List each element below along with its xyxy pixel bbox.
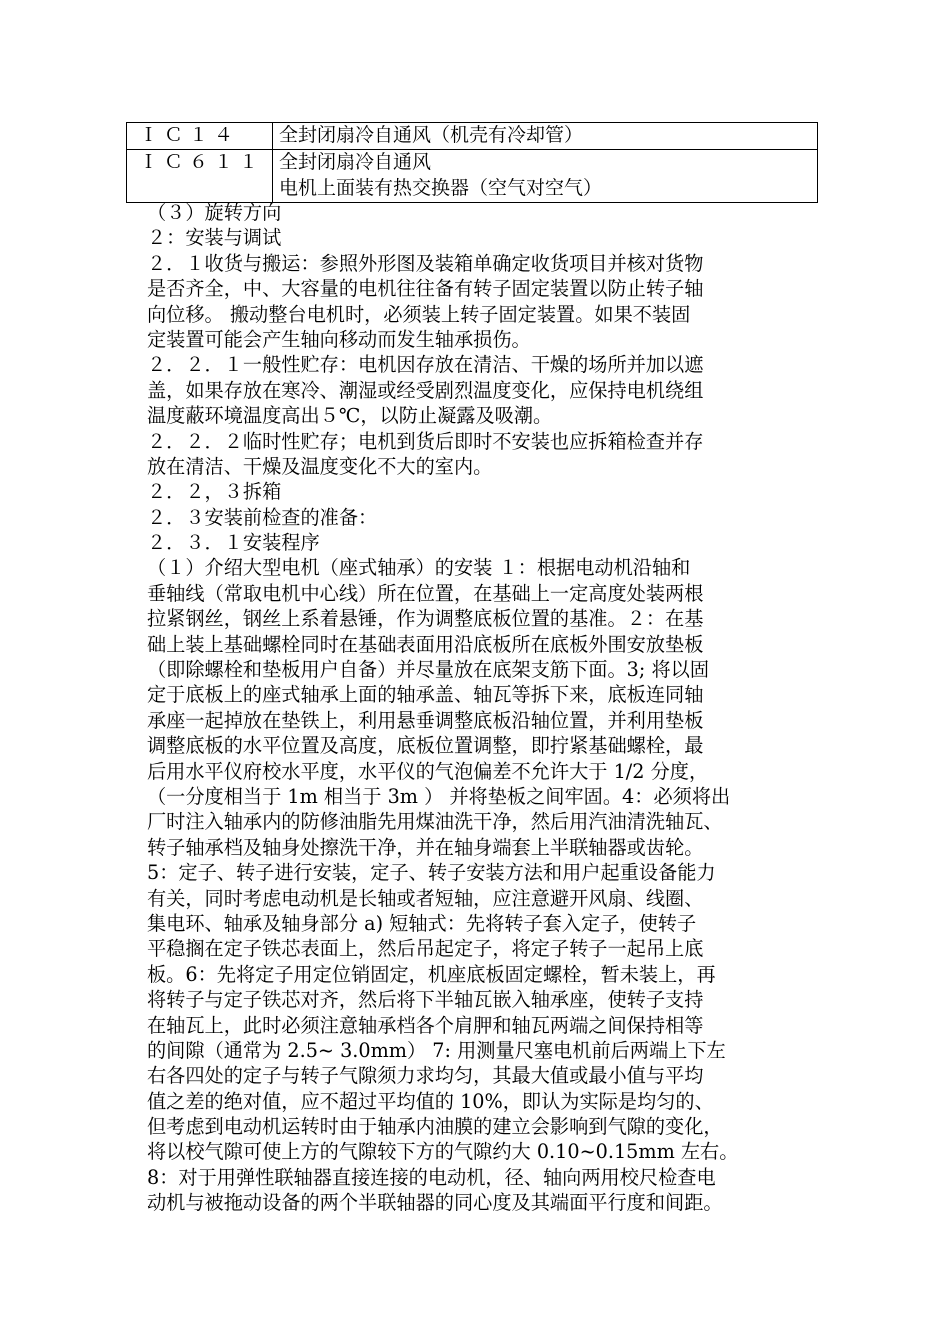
text-line: 将以校气隙可使上方的气隙较下方的气隙约大 0.10~0.15mm 左右。 bbox=[147, 1140, 739, 1164]
text-line: ２：安装与调试 bbox=[147, 226, 282, 250]
cooling-description-cell bbox=[273, 150, 818, 203]
table-row bbox=[127, 123, 818, 150]
text-line: 调整底板的水平位置及高度，底板位置调整，即拧紧基础螺栓，最 bbox=[147, 734, 704, 758]
description-line: 电机上面装有热交换器（空气对空气） bbox=[279, 176, 603, 199]
text-line: 在轴瓦上，此时必须注意轴承档各个肩胛和轴瓦两端之间保持相等 bbox=[147, 1013, 704, 1037]
text-line: 板。6：先将定子用定位销固定，机座底板固定螺栓，暂未装上，再 bbox=[147, 962, 716, 986]
text-line: （１）介绍大型电机（座式轴承）的安装 １：根据电动机沿轴和 bbox=[147, 556, 691, 580]
text-line: （３）旋转方向 bbox=[147, 201, 282, 224]
description-line: 全封闭扇冷自通风（机壳有冷却管） bbox=[279, 124, 584, 146]
text-line: 础上装上基础螺栓同时在基础表面用沿底板所在底板外围安放垫板 bbox=[147, 632, 704, 656]
text-line: 定于底板上的座式轴承上面的轴承盖、轴瓦等拆下来，底板连同轴 bbox=[147, 683, 704, 707]
text-line: 定装置可能会产生轴向移动而发生轴承损伤。 bbox=[147, 327, 531, 351]
text-line: 垂轴线（常取电机中心线）所在位置，在基础上一定高度处装两根 bbox=[147, 581, 704, 605]
text-line: 拉紧钢丝，钢丝上系着悬锤，作为调整底板位置的基准。２：在基 bbox=[147, 607, 704, 631]
text-line: 5：定子、转子进行安装，定子、转子安装方法和用户起重设备能力 bbox=[147, 861, 716, 885]
text-line: 右各四处的定子与转子气隙须力求均匀，其最大值或最小值与平均 bbox=[147, 1064, 704, 1088]
text-line: 厂时注入轴承内的防修油脂先用煤油洗干净，然后用汽油清洗轴瓦、 bbox=[147, 810, 723, 834]
text-line: ２．３．１安装程序 bbox=[147, 531, 320, 555]
text-line: 动机与被拖动设备的两个半联轴器的同心度及其端面平行度和间距。 bbox=[147, 1191, 723, 1215]
text-line: 放在清洁、干燥及温度变化不大的室内。 bbox=[147, 454, 493, 478]
text-line: 转子轴承档及轴身处擦洗干净，并在轴身端套上半联轴器或齿轮。 bbox=[147, 835, 704, 859]
description-line: 全封闭扇冷自通风 bbox=[279, 151, 432, 174]
text-line: 承座一起掉放在垫铁上，利用悬垂调整底板沿轴位置，并利用垫板 bbox=[147, 708, 704, 732]
text-line: 的间隙（通常为 2.5~ 3.0mm） 7: 用测量尺塞电机前后两端上下左 bbox=[147, 1038, 726, 1062]
text-line: ２．２．１一般性贮存：电机因存放在清洁、干燥的场所并加以遮 bbox=[147, 353, 704, 377]
text-line: 值之差的绝对值，应不超过平均值的 10%，即认为实际是均匀的、 bbox=[147, 1089, 714, 1113]
text-line: ２．３安装前检查的准备： bbox=[147, 505, 378, 529]
text-line: 8：对于用弹性联轴器直接连接的电动机，径、轴向两用校尺检查电 bbox=[147, 1165, 716, 1189]
text-line: （一分度相当于 1m 相当于 3m ） 并将垫板之间牢固。4：必须将出 bbox=[147, 784, 731, 808]
cooling-code-cell: ＩＣ６１１ bbox=[127, 150, 273, 203]
text-line: 温度蔽环境温度高出５℃，以防止凝露及吸潮。 bbox=[147, 404, 553, 428]
body-text bbox=[147, 200, 827, 1216]
text-line: 向位移。 搬动整台电机时，必须装上转子固定装置。如果不装固 bbox=[147, 302, 691, 326]
text-line: ２．２．２临时性贮存；电机到货后即时不安装也应拆箱检查并存 bbox=[147, 429, 704, 453]
cooling-method-table bbox=[126, 122, 818, 203]
text-line: 平稳搁在定子铁芯表面上，然后吊起定子，将定子转子一起吊上底 bbox=[147, 937, 704, 961]
cooling-description-cell bbox=[273, 123, 818, 150]
text-line: 集电环、轴承及轴身部分 a) 短轴式：先将转子套入定子，使转子 bbox=[147, 911, 697, 935]
text-line: 盖，如果存放在寒冷、潮湿或经受剧烈温度变化，应保持电机绕组 bbox=[147, 378, 704, 402]
text-line: 将转子与定子铁芯对齐，然后将下半轴瓦嵌入轴承座，使转子支持 bbox=[147, 988, 704, 1012]
text-line: ２．１收货与搬运：参照外形图及装箱单确定收货项目并核对货物 bbox=[147, 251, 704, 275]
table-row bbox=[127, 150, 818, 203]
text-line: （即除螺栓和垫板用户自备）并尽量放在底架支筋下面。3; 将以固 bbox=[147, 658, 710, 682]
text-line: 有关，同时考虑电动机是长轴或者短轴，应注意避开风扇、线圈、 bbox=[147, 886, 704, 910]
cooling-code-cell: ＩＣ１４ bbox=[127, 123, 273, 150]
text-line: ２．２，３拆箱 bbox=[147, 480, 282, 504]
text-line: 是否齐全，中、大容量的电机往往备有转子固定装置以防止转子轴 bbox=[147, 277, 704, 301]
text-line: 后用水平仪府校水平度，水平仪的气泡偏差不允许大于 1/2 分度， bbox=[147, 759, 709, 783]
text-line: 但考虑到电动机运转时由于轴承内油膜的建立会影响到气隙的变化， bbox=[147, 1115, 723, 1139]
